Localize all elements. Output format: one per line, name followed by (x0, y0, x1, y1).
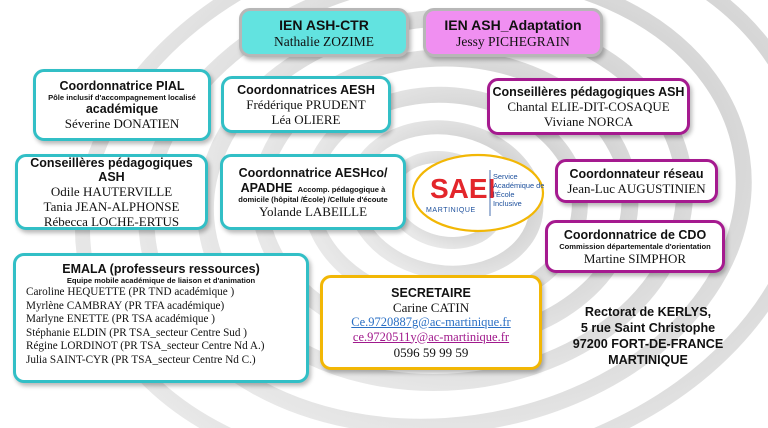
aesh-name: Frédérique PRUDENT (246, 96, 366, 112)
cp-ash-left-box (15, 154, 208, 230)
rectorat-address (554, 304, 742, 368)
secretariat-email-1-link[interactable]: Ce.9720887g@ac-martinique.fr (351, 314, 511, 329)
ien-adapt-title: IEN ASH_Adaptation (444, 16, 582, 33)
reseau-title: Coordonnateur réseau (569, 166, 704, 181)
ien-ctr-title: IEN ASH-CTR (279, 16, 369, 33)
cdo-name: Martine SIMPHOR (583, 250, 687, 266)
saei-line: l'École (493, 190, 515, 199)
cdo-box (545, 220, 725, 273)
saei-region: MARTINIQUE (426, 207, 476, 214)
aesh-name: Léa OLIERE (271, 111, 341, 127)
emala-member: Caroline HEQUETTE (PR TND académique ) (26, 286, 235, 298)
saei-line: Académique de (493, 181, 545, 190)
secretariat-box (320, 275, 542, 370)
secretariat-title: SECRETAIRE (391, 285, 471, 300)
cp-ash-right-name: Chantal ELIE-DIT-COSAQUE (507, 98, 670, 114)
aesh-box (221, 76, 391, 133)
address-line: MARTINIQUE (608, 353, 688, 367)
emala-member: Marlyne ENETTE (PR TSA académique ) (26, 313, 216, 326)
emala-member: Régine LORDINOT (PR TSA_secteur Centre Nd A.) (26, 340, 265, 353)
aeshco-title-line-2 (223, 180, 403, 195)
pial-subtitle: Pôle inclusif d'accompagnement localisé (48, 93, 196, 102)
address-line: 97200 FORT-DE-FRANCE (572, 337, 724, 351)
secretariat-phone: 0596 59 99 59 (393, 344, 469, 360)
emala-member: Julia SAINT-CYR (PR TSA_secteur Centre Nd C.) (26, 353, 256, 366)
saei-line: Inclusive (493, 199, 522, 208)
ien-ctr-name: Nathalie ZOZIME (273, 33, 375, 49)
aesh-title: Coordonnatrices AESH (237, 82, 375, 97)
secretariat-name: Carine CATIN (392, 299, 470, 315)
saei-logo-graphic (410, 152, 546, 234)
address-line: 5 rue Saint Christophe (580, 321, 716, 335)
reseau-box (555, 159, 718, 203)
pial-name: Séverine DONATIEN (64, 116, 180, 131)
emala-box (13, 253, 309, 383)
pial-title: Coordonnatrice PIAL (59, 79, 185, 93)
cp-ash-left-title: Conseillères pédagogiques ASH (30, 155, 193, 184)
cp-ash-right-name: Viviane NORCA (543, 113, 634, 129)
aeshco-apadhe-desc: Accomp. pédagogique à (297, 184, 386, 194)
emala-member: Myrlène CAMBRAY (PR TFA académique) (26, 299, 225, 312)
emala-subtitle: Equipe mobile académique de liaison et d'animation (66, 276, 256, 285)
ien-ash-ctr-box (239, 8, 409, 57)
saei-letters: SAEI (430, 173, 496, 204)
aeshco-apadhe: APADHE (240, 180, 293, 195)
cp-ash-right-title: Conseillères pédagogiques ASH (492, 84, 685, 99)
ien-ash-adaptation-box (423, 8, 603, 57)
cdo-subtitle: Commission départementale d'orientation (559, 241, 711, 251)
pial-box (33, 69, 211, 141)
reseau-name: Jean-Luc AUGUSTINIEN (567, 180, 706, 196)
pial-title-2: académique (85, 102, 159, 116)
cp-ash-left-name: Odile HAUTERVILLE (50, 183, 173, 199)
secretariat-email-2-link[interactable]: ce.9720511y@ac-martinique.fr (352, 329, 510, 344)
aeshco-name: Yolande LABEILLE (258, 203, 368, 219)
cp-ash-left-name: Tania JEAN-ALPHONSE (43, 198, 180, 214)
emala-member: Stéphanie ELDIN (PR TSA_secteur Centre Sud ) (26, 326, 248, 339)
address-line: Rectorat de KERLYS, (584, 305, 712, 319)
aeshco-box (220, 154, 406, 230)
cp-ash-left-name: Rébecca LOCHE-ERTUS (43, 213, 180, 229)
ien-adapt-name: Jessy PICHEGRAIN (456, 33, 570, 49)
aeshco-title: Coordonnatrice AESHco/ (238, 165, 388, 180)
saei-line: Service (493, 172, 518, 181)
cp-ash-right-box (487, 78, 690, 135)
emala-member-list (16, 286, 306, 368)
saei-logo (410, 152, 546, 234)
aeshco-desc-line-3: domicile (hôpital /École) /Cellule d'écoute (238, 194, 388, 204)
cdo-title: Coordonnatrice de CDO (563, 227, 707, 242)
emala-title: EMALA (professeurs ressources) (62, 262, 260, 276)
